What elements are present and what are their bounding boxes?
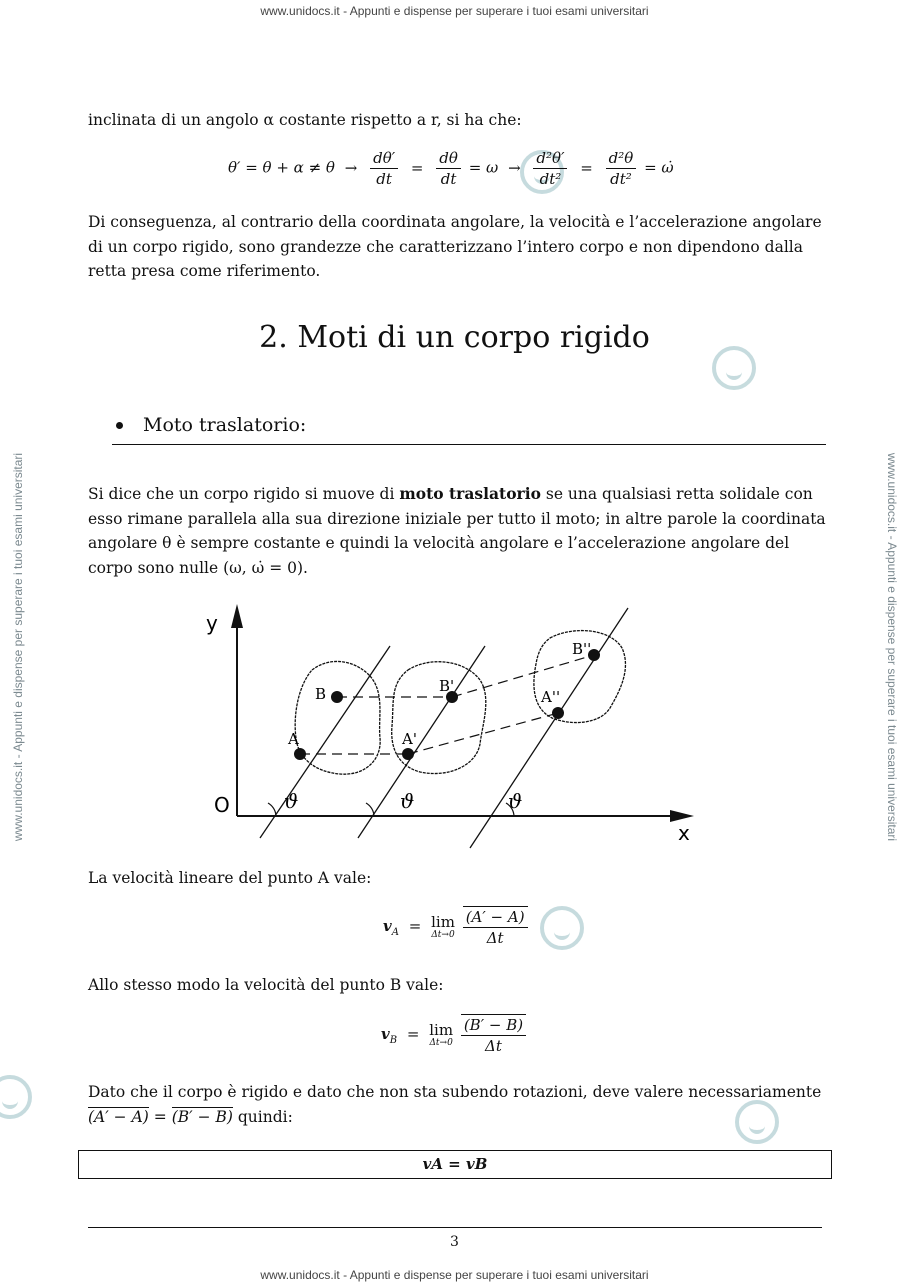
watermark-logo-icon: [540, 906, 584, 950]
angle-label-3: ϑ: [508, 789, 523, 813]
paragraph-velocity-B: Allo stesso modo la velocità del punto B vale:: [88, 976, 444, 994]
label-B-prime: B': [439, 677, 455, 695]
equation-vA: $v_A$ = lim Δt→0 $\frac{(A' - A)}{\Delta t}$: [383, 906, 531, 948]
equation-vB: $v_B$ = lim Δt→0 $\frac{(B' - B)}{\Delta t}$: [381, 1014, 529, 1056]
para5-vector2: (B′ − B): [171, 1107, 233, 1126]
point-A-prime: [402, 748, 414, 760]
page-number: 3: [450, 1234, 459, 1250]
watermark-top: www.unidocs.it - Appunti e dispense per superare i tuoi esami universitari: [260, 4, 649, 18]
paragraph-consequence: Di conseguenza, al contrario della coordinata angolare, la velocità e l’accelerazione angolare di un corpo rigido, sono grandezze che caratterizzano l’intero corpo e non dipendono dalla retta presa come riferimento.: [88, 213, 822, 280]
x-axis-label: x: [678, 821, 690, 845]
vA-limit: lim Δt→0: [431, 913, 455, 940]
point-A: [294, 748, 306, 760]
para5-tail: quindi:: [232, 1107, 293, 1126]
eq1-lhs: θ′ = θ + α ≠ θ: [228, 158, 335, 177]
paragraph-velocity-A: La velocità lineare del punto A vale:: [88, 869, 372, 887]
bullet-heading: [112, 414, 826, 445]
label-A-prime: A': [402, 730, 417, 748]
vB-fraction: $\frac{(B' - B)}{\Delta t}$: [461, 1014, 526, 1056]
section-title: 2. Moti di un corpo rigido: [259, 320, 650, 355]
equation-angular: θ′ = θ + α ≠ θ → $\frac{d\theta'}{dt}$ = $\frac{d\theta}{dt}$ = ω → $\frac{\text{d²θ′}}{\text{dt²}}$ = $\frac{\text{d²θ}}{\text{dt²}}$ = ω̇: [228, 149, 674, 188]
angle-label-1: ϑ: [284, 789, 299, 813]
vB-limit: lim Δt→0: [429, 1021, 454, 1048]
intro-text: inclinata di un angolo α costante rispetto a r, si ha che:: [88, 111, 522, 129]
body-line-2: [358, 646, 485, 838]
boxed-result-equation: vA = vB: [78, 1150, 832, 1179]
eq1-omegadot: = ω̇: [644, 158, 674, 177]
paragraph-rigid-conclusion: Dato che il corpo è rigido e dato che non sta subendo rotazioni, deve valere necessariamente (A′ − A) = (B′ − B) quindi:: [88, 1083, 822, 1126]
para5-vector1: (A′ − A): [88, 1107, 149, 1126]
eq1-arrow-icon: →: [344, 158, 358, 177]
origin-label: O: [214, 793, 230, 817]
watermark-logo-icon: [0, 1075, 32, 1119]
dashed-link-b2: [452, 655, 594, 697]
bullet-dot-icon: [116, 422, 123, 429]
watermark-bottom: www.unidocs.it - Appunti e dispense per superare i tuoi esami universitari: [260, 1268, 649, 1282]
eq1-frac3: $\frac{\text{d²θ′}}{\text{dt²}}$: [533, 148, 567, 189]
eq1-frac1: $\frac{d\theta'}{dt}$: [370, 148, 398, 189]
footer-rule: [88, 1227, 822, 1228]
para2-post: se una qualsiasi retta solidale con esso rimane parallela alla sua direzione iniziale per tutto il moto; in altre parole la coordinata angolare θ è sempre costante e quindi la velocità angolare e l’accelerazione angolare del corpo sono nulle (ω, ω̇ = 0).: [88, 485, 826, 577]
label-B: B: [315, 685, 327, 703]
vA-fraction: $\frac{(A' - A)}{\Delta t}$: [463, 906, 528, 948]
label-A-second: A'': [541, 688, 561, 706]
para5-line1: Dato che il corpo è rigido e dato che non sta subendo rotazioni, deve valere necessariamente: [88, 1083, 822, 1101]
y-axis-arrow-icon: [231, 604, 243, 628]
angle-arc-1: [268, 803, 276, 816]
paragraph-definition: [88, 482, 828, 580]
angle-arc-2: [366, 803, 374, 816]
eq1-arrow2-icon: →: [508, 158, 521, 177]
translation-figure: [180, 598, 700, 850]
eq1-omega: = ω: [468, 158, 499, 177]
eq1-frac4: $\frac{\text{d²θ}}{\text{dt²}}$: [606, 148, 637, 189]
angle-label-2: ϑ: [400, 789, 415, 813]
label-A: A: [288, 730, 299, 748]
label-B-second: B'': [572, 640, 592, 658]
y-axis-label: y: [206, 611, 218, 635]
body-line-3: [470, 608, 628, 848]
body-line-1: [260, 646, 390, 838]
watermark-right: www.unidocs.it - Appunti e dispense per superare i tuoi esami universitari: [885, 452, 899, 842]
para2-pre: Si dice che un corpo rigido si muove di: [88, 485, 400, 503]
eq1-frac2: $\frac{d\theta}{dt}$: [436, 148, 461, 189]
point-B: [331, 691, 343, 703]
point-A-second: [552, 707, 564, 719]
bullet-heading-text: Moto traslatorio:: [143, 414, 307, 436]
watermark-left: www.unidocs.it - Appunti e dispense per superare i tuoi esami universitari: [11, 452, 25, 842]
para2-bold-term: moto traslatorio: [399, 484, 541, 503]
